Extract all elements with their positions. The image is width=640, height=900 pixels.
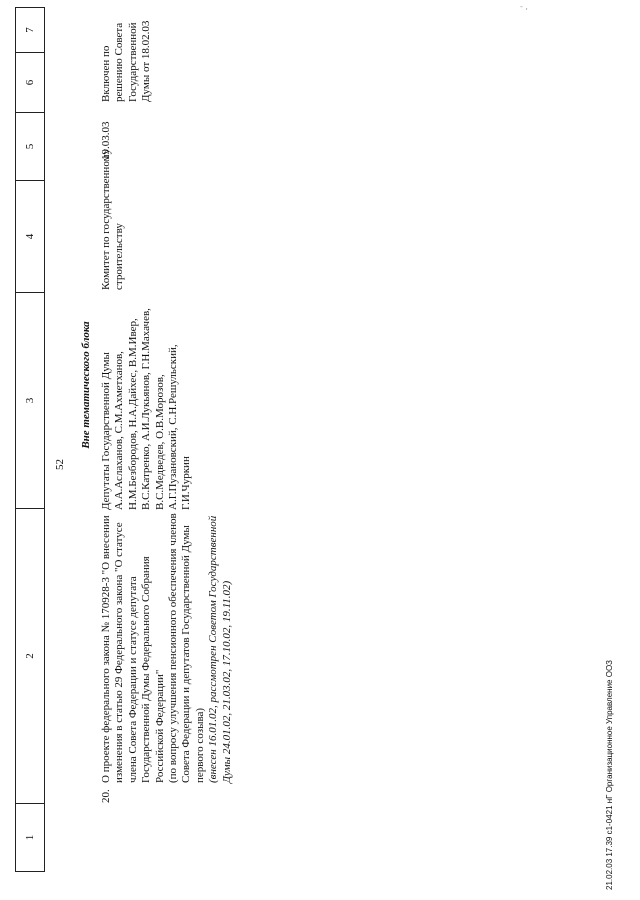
- bill-title: О проекте федерального закона № 170928-3 "О внесении изменения в статью 29 Федерального закона "О статусе члена Совета Федерации и статусе депутата Государственной Думы Федерального Собрания Российской Федерации": [100, 515, 166, 783]
- column-number-1: 1: [16, 803, 44, 871]
- bill-history: (внесен 16.01.02, рассмотрен Советом Государственной Думы 24.01.02, 21.03.02, 17.10.02, 19.11.02): [207, 515, 233, 783]
- initiators-label: Депутаты Государственной Думы: [100, 352, 112, 510]
- column-number-7: 7: [24, 27, 36, 33]
- initiators-list: А.А.Аслаханов, С.М.Ахметханов, Н.М.Безбородов, Н.А.Дайхес, В.М.Ивер, В.С.Катренко, А.И.Лукьянов, Г.Н.Махачев, В.С.Медведев, О.В.Морозов, А.Г.Пузановский, С.Н.Решульский, Г.И.Чуркин: [113, 308, 193, 510]
- consideration-date: 19.03.03: [100, 121, 112, 160]
- column-header-row: [15, 7, 45, 872]
- column-number-5: 5: [16, 112, 44, 180]
- scan-mark: - ,: [520, 2, 528, 11]
- row-number: 20.: [100, 789, 112, 803]
- column-number-6: 6: [16, 52, 44, 112]
- responsible-committee: Комитет по государственному строительству: [100, 148, 126, 290]
- inclusion-status: Включен по решению Совета Государственной Думы от 18.02.03: [100, 20, 153, 102]
- column-number-2: 2: [16, 508, 44, 803]
- page-number: 52: [54, 459, 66, 470]
- bill-description: [100, 513, 234, 783]
- footer-note: 21.02.03 17.39 с1-0421 нГ Организационное Управление ООЗ: [605, 659, 614, 890]
- column-number-3: 3: [16, 292, 44, 508]
- column-number-4: 4: [16, 180, 44, 292]
- section-title: Вне тематического блока: [80, 321, 92, 449]
- bill-subject: (по вопросу улучшения пенсионного обеспечения членов Совета Федерации и депутатов Государственной Думы первого созыва): [167, 513, 206, 783]
- bill-initiators: [100, 295, 194, 510]
